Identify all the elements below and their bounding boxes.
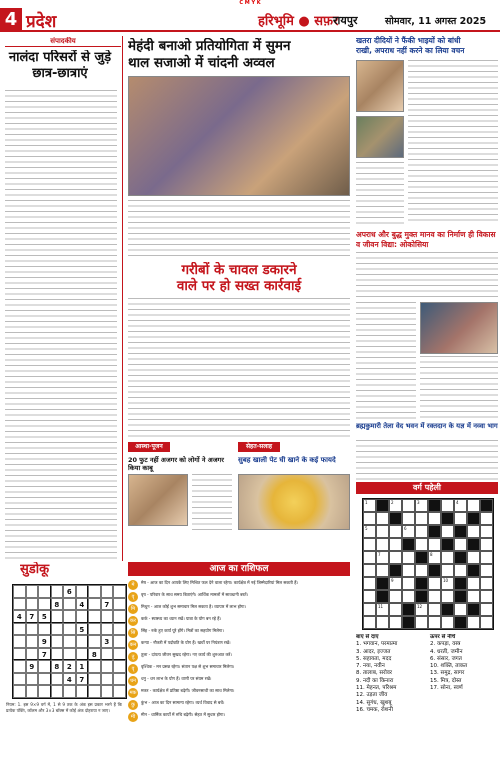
down-clue: 6. संसार, जगत <box>430 655 462 662</box>
rashi-text: धनु - धन लाभ के योग हैं। वाणी पर संयम रखें। <box>141 676 212 681</box>
sudoku-cell: 4 <box>13 610 26 623</box>
crossword-cell[interactable] <box>480 616 493 629</box>
crossword-cell[interactable] <box>363 616 376 629</box>
editorial-label: संपादकीय <box>5 37 121 47</box>
crossword-cell[interactable] <box>389 525 402 538</box>
crossword-cell[interactable] <box>467 525 480 538</box>
crossword-cell[interactable]: 11 <box>376 603 389 616</box>
crossword-cell[interactable] <box>454 616 467 629</box>
sudoku-cell <box>76 585 89 598</box>
sudoku-cell <box>76 635 89 648</box>
sudoku-cell: 8 <box>51 660 64 673</box>
across-clue: 14. सुगंध, खुशबू <box>356 699 392 706</box>
health-story-headline: सुबह खाली पेट घी खाने के कई फायदे <box>238 456 336 464</box>
crossword-cell[interactable]: 5 <box>363 525 376 538</box>
poor-headline-line2: वाले पर हो सख्त कार्रवाई <box>176 278 302 294</box>
zodiac-icon: तु <box>128 652 138 662</box>
crossword-cell[interactable]: 6 <box>402 525 415 538</box>
crossword-cell[interactable] <box>389 590 402 603</box>
rashi-text: तुला - दांपत्य जीवन सुखद रहेगा। नए कार्य की शुरुआत करें। <box>141 652 232 657</box>
sudoku-cell <box>113 610 126 623</box>
sudoku-cell <box>13 685 26 698</box>
zodiac-icon: कु <box>128 700 138 710</box>
crossword-cell[interactable] <box>363 538 376 551</box>
sudoku-cell: 5 <box>76 623 89 636</box>
zodiac-icon: मि <box>128 604 138 614</box>
across-clue: 3. आदर, इज्जत <box>356 648 391 655</box>
sudoku-cell <box>63 610 76 623</box>
poor-story-body <box>128 298 350 438</box>
crossword-cell[interactable] <box>402 512 415 525</box>
crossword-cell[interactable] <box>415 538 428 551</box>
sudoku-cell <box>38 598 51 611</box>
sudoku-cell: 8 <box>88 648 101 661</box>
crossword-cell[interactable] <box>415 551 428 564</box>
rashi-item <box>128 628 350 638</box>
crossword-cell[interactable] <box>480 564 493 577</box>
page-header <box>0 8 500 32</box>
crossword-cell[interactable] <box>415 564 428 577</box>
blood-story-headline: ब्रह्मकुमारी तेला वेद भवन में रक्तदान के यज्ञ में नव्वा भाग <box>356 422 498 430</box>
sudoku-cell <box>38 673 51 686</box>
sudoku-cell <box>101 585 114 598</box>
crossword-title: वर्ग पहेली <box>356 482 498 494</box>
sudoku-cell <box>88 673 101 686</box>
crossword-cell[interactable] <box>428 499 441 512</box>
crossword-cell[interactable] <box>480 512 493 525</box>
crossword-cell[interactable]: 8 <box>428 551 441 564</box>
down-title: ऊपर से नीचे <box>430 634 456 640</box>
crossword-cell[interactable] <box>428 538 441 551</box>
crossword-cell[interactable] <box>363 512 376 525</box>
crossword-cell[interactable] <box>402 603 415 616</box>
sudoku-cell <box>113 598 126 611</box>
crossword-cell[interactable] <box>441 564 454 577</box>
crossword-cell[interactable] <box>389 538 402 551</box>
sudoku-cell: 7 <box>101 598 114 611</box>
crime-story-body <box>356 252 498 300</box>
sudoku-rules: नियम: 1. इस 9×9 वर्ग में, 1 से 9 तक के अंक इस प्रकार भरने हैं कि प्रत्येक पंक्ति, कॉलम और 3×3 बॉक्स में कोई अंक दोहराया न जाए। <box>6 702 122 713</box>
rashi-text: कुंभ - आज का दिन सामान्य रहेगा। व्यर्थ विवाद से बचें। <box>141 700 225 705</box>
rashi-text: कर्क - स्वास्थ्य का ध्यान रखें। यात्रा के योग बन रहे हैं। <box>141 616 222 621</box>
crossword-cell[interactable] <box>454 525 467 538</box>
crossword-cell[interactable] <box>428 564 441 577</box>
crossword-cell[interactable] <box>402 616 415 629</box>
down-clue: 2. कपड़ा, वस्त्र <box>430 641 461 648</box>
zodiac-icon: मे <box>128 580 138 590</box>
sudoku-cell <box>51 610 64 623</box>
crossword-cell[interactable] <box>376 564 389 577</box>
crossword-cell[interactable] <box>441 590 454 603</box>
sudoku-cell <box>51 673 64 686</box>
across-clue: 9. नदी का किनारा <box>356 677 394 684</box>
sudoku-cell <box>113 648 126 661</box>
rashi-text: वृष - परिवार के साथ समय बिताएंगे। आर्थिक मामलों में सावधानी बरतें। <box>141 592 249 597</box>
across-title: बाएं से दाएं <box>356 634 379 640</box>
sudoku-cell <box>51 635 64 648</box>
sudoku-cell <box>88 598 101 611</box>
crossword-cell[interactable] <box>480 499 493 512</box>
crossword-cell[interactable] <box>428 512 441 525</box>
crossword-cell[interactable] <box>376 499 389 512</box>
across-clues <box>356 634 426 714</box>
main-story-body <box>128 200 350 256</box>
crossword-cell[interactable]: 10 <box>441 577 454 590</box>
blood-story-body <box>356 440 498 480</box>
crossword-cell[interactable] <box>480 590 493 603</box>
sudoku-cell <box>113 685 126 698</box>
sudoku-cell <box>13 635 26 648</box>
poor-headline-line1: गरीबों के चावल डकारने <box>181 262 297 278</box>
sudoku-cell <box>38 585 51 598</box>
sudoku-cell <box>88 685 101 698</box>
down-clue: 10. शक्ति, ताकत <box>430 663 468 670</box>
crossword-cell[interactable] <box>415 590 428 603</box>
sudoku-cell <box>13 623 26 636</box>
sudoku-cell: 7 <box>38 648 51 661</box>
crime-story-body-3 <box>420 356 498 422</box>
crossword-cell[interactable] <box>402 551 415 564</box>
sudoku-cell <box>101 685 114 698</box>
rashi-text: मकर - कार्यक्षेत्र में प्रतिष्ठा बढ़ेगी। जीवनसाथी का साथ मिलेगा। <box>141 688 235 693</box>
sudoku-cell: 1 <box>76 660 89 673</box>
sudoku-cell: 6 <box>63 585 76 598</box>
crossword-cell[interactable] <box>454 577 467 590</box>
sudoku-cell <box>63 648 76 661</box>
masthead-logo: हरिभूमि ● सफ़र <box>258 14 339 29</box>
across-clue: 12. उड़ता जीव <box>356 692 388 699</box>
sudoku-cell <box>76 685 89 698</box>
sudoku-cell <box>51 585 64 598</box>
crossword-cell[interactable] <box>415 512 428 525</box>
column-divider <box>122 36 123 561</box>
sudoku-cell: 7 <box>26 610 39 623</box>
crossword-cell[interactable] <box>415 525 428 538</box>
sudoku-cell <box>38 623 51 636</box>
crossword-cell[interactable] <box>428 577 441 590</box>
crossword-cell[interactable] <box>441 512 454 525</box>
crossword-cell[interactable]: 12 <box>415 603 428 616</box>
sudoku-cell <box>51 623 64 636</box>
sudoku-cell <box>76 648 89 661</box>
main-story-photo <box>128 76 350 196</box>
sudoku-cell <box>101 648 114 661</box>
main-headline-line2: थाल सजाओ में चांदनी अव्वल <box>128 55 275 71</box>
sudoku-cell: 3 <box>101 635 114 648</box>
crossword-cell[interactable]: 3 <box>415 499 428 512</box>
rashi-text: वृश्चिक - मन प्रसन्न रहेगा। संतान पक्ष से शुभ समाचार मिलेगा। <box>141 664 235 669</box>
across-clue: 8. तालाब, सरोवर <box>356 670 393 677</box>
sudoku-cell <box>38 660 51 673</box>
crossword-cell[interactable] <box>376 616 389 629</box>
sudoku-grid <box>12 584 127 699</box>
crossword-board <box>362 498 494 630</box>
crossword-grid <box>362 498 494 630</box>
crossword-cell[interactable] <box>376 577 389 590</box>
crossword-cell[interactable] <box>363 603 376 616</box>
crossword-cell[interactable]: 9 <box>389 577 402 590</box>
crossword-cell[interactable] <box>480 577 493 590</box>
crossword-cell[interactable] <box>441 603 454 616</box>
edition-city: रायपुर <box>333 14 358 27</box>
right-top-headline <box>356 36 498 56</box>
right-top-headline-line2: राखी, अपराध नहीं करने का लिया वचन <box>356 46 465 55</box>
crossword-cell[interactable] <box>389 512 402 525</box>
crime-story-photo <box>420 302 498 354</box>
zodiac-icon: वृ <box>128 664 138 674</box>
sudoku-cell <box>38 685 51 698</box>
crossword-cell[interactable] <box>402 564 415 577</box>
sudoku-cell: 4 <box>63 673 76 686</box>
rashi-item <box>128 640 350 650</box>
sudoku-cell <box>101 610 114 623</box>
right-top-body <box>408 60 498 225</box>
sudoku-cell <box>63 635 76 648</box>
editorial-body-text <box>5 90 117 560</box>
zodiac-icon: कन <box>129 642 137 648</box>
sudoku-cell: 7 <box>76 673 89 686</box>
crossword-cell[interactable] <box>402 590 415 603</box>
zodiac-icon: सि <box>128 628 138 638</box>
sudoku-cell: 2 <box>63 660 76 673</box>
sudoku-cell <box>113 673 126 686</box>
crossword-cell[interactable] <box>376 512 389 525</box>
crossword-cell[interactable] <box>467 551 480 564</box>
crossword-clues <box>356 634 498 714</box>
crossword-cell[interactable] <box>467 616 480 629</box>
rashi-item <box>128 664 350 674</box>
sudoku-cell <box>51 685 64 698</box>
down-clue: 15. मित्र, दोस्त <box>430 677 462 684</box>
rashi-item <box>128 616 350 626</box>
sudoku-cell <box>13 648 26 661</box>
jail-story-headline: 20 फुट नहीं अजगर को लोगों ने अजगर किया काबू <box>128 456 224 472</box>
rashifal-list <box>128 580 350 775</box>
crossword-cell[interactable] <box>454 590 467 603</box>
rashi-text: मीन - धार्मिक कार्यों में रुचि बढ़ेगी। सेहत में सुधार होगा। <box>141 712 226 717</box>
crossword-cell[interactable] <box>467 499 480 512</box>
crossword-cell[interactable]: 1 <box>363 499 376 512</box>
sudoku-cell <box>26 685 39 698</box>
sudoku-cell <box>101 673 114 686</box>
crossword-cell[interactable] <box>454 564 467 577</box>
crossword-cell[interactable] <box>467 603 480 616</box>
rashi-text: सिंह - रुके हुए कार्य पूरे होंगे। मित्रों का सहयोग मिलेगा। <box>141 628 224 633</box>
crossword-cell[interactable] <box>467 512 480 525</box>
sudoku-cell <box>76 610 89 623</box>
editorial-headline: नालंदा परिसरों से जुड़े छात्र-छात्राएं <box>8 50 112 81</box>
crossword-cell[interactable] <box>454 512 467 525</box>
sudoku-cell <box>63 598 76 611</box>
crossword-cell[interactable] <box>389 603 402 616</box>
rashi-item <box>128 580 350 590</box>
crossword-cell[interactable] <box>467 538 480 551</box>
crossword-cell[interactable] <box>454 538 467 551</box>
sudoku-cell <box>13 585 26 598</box>
section-title: प्रदेश <box>26 12 57 32</box>
crossword-cell[interactable] <box>415 577 428 590</box>
health-story-tag: सेहत-सलाह <box>238 442 280 452</box>
sudoku-cell <box>63 685 76 698</box>
crossword-cell[interactable]: 7 <box>376 551 389 564</box>
right-top-headline-line1: खतरा दीदियों ने फैंकी भाइयों को बांधी <box>356 36 461 45</box>
crossword-cell[interactable] <box>441 525 454 538</box>
sudoku-cell <box>26 598 39 611</box>
crossword-cell[interactable] <box>454 551 467 564</box>
crossword-cell[interactable] <box>363 564 376 577</box>
sudoku-cell <box>88 623 101 636</box>
crossword-cell[interactable] <box>441 551 454 564</box>
sudoku-cell <box>88 585 101 598</box>
rashi-text: मेष - आज का दिन आपके लिए मिश्रित फल देने वाला रहेगा। कार्यक्षेत्र में नई जिम्मेदारियां मिल सकती हैं। <box>141 580 299 585</box>
right-top-photo-2 <box>356 116 404 158</box>
rashi-item <box>128 592 350 602</box>
crossword-cell[interactable] <box>376 590 389 603</box>
jail-story-body <box>192 474 232 530</box>
crossword-cell[interactable] <box>441 499 454 512</box>
ghee-photo <box>238 474 350 530</box>
across-clue: 5. सहायता, मदद <box>356 655 392 662</box>
crossword-cell[interactable] <box>467 564 480 577</box>
sudoku-title: सुडोकू <box>20 562 50 577</box>
crossword-cell[interactable] <box>389 551 402 564</box>
across-clue: 7. नया, नवीन <box>356 663 385 670</box>
zodiac-icon: धन <box>128 676 138 686</box>
sudoku-cell <box>113 635 126 648</box>
across-clue: 16. चमक, रोशनी <box>356 706 393 713</box>
crossword-cell[interactable] <box>480 525 493 538</box>
sudoku-cell <box>113 585 126 598</box>
edition-date: सोमवार, 11 अगस्त 2025 <box>385 16 487 27</box>
sudoku-cell: 8 <box>51 598 64 611</box>
sudoku-cell <box>113 623 126 636</box>
rashifal-title: आज का राशिफल <box>128 562 350 576</box>
zodiac-icon: वृ <box>128 592 138 602</box>
down-clue: 17. सोना, स्वर्ण <box>430 685 463 692</box>
rashi-item <box>128 652 350 662</box>
jail-story-tag: आस्था-पूजन <box>128 442 170 452</box>
crossword-cell[interactable] <box>428 603 441 616</box>
across-clue: 11. मेहनत, परिश्रम <box>356 685 397 692</box>
sudoku-cell: 4 <box>76 598 89 611</box>
crossword-cell[interactable]: 4 <box>454 499 467 512</box>
sudoku-cell <box>101 623 114 636</box>
poor-story-headline <box>128 262 350 294</box>
crossword-cell[interactable] <box>480 603 493 616</box>
rashi-text: मिथुन - आज कोई शुभ समाचार मिल सकता है। व्यापार में लाभ होगा। <box>141 604 247 609</box>
crossword-cell[interactable] <box>467 577 480 590</box>
sudoku-cell <box>51 648 64 661</box>
down-clue: 13. समुद्र, सागर <box>430 670 465 677</box>
crossword-cell[interactable] <box>428 525 441 538</box>
crossword-cell[interactable]: 2 <box>389 499 402 512</box>
print-registration-marks: C M Y K <box>239 0 261 6</box>
crossword-cell[interactable] <box>480 538 493 551</box>
crossword-cell[interactable] <box>467 590 480 603</box>
crossword-cell[interactable] <box>480 551 493 564</box>
jail-story-photo <box>128 474 188 526</box>
crossword-cell[interactable] <box>376 525 389 538</box>
crime-story-body-2 <box>356 302 416 422</box>
sudoku-cell: 9 <box>26 660 39 673</box>
right-top-photo <box>356 60 404 112</box>
rashi-item <box>128 688 350 698</box>
right-top-body-2 <box>356 162 404 225</box>
crossword-cell[interactable] <box>415 616 428 629</box>
crossword-cell[interactable] <box>376 538 389 551</box>
zodiac-icon: कर <box>128 616 138 626</box>
across-clue: 1. भगवान, परमात्मा <box>356 641 398 648</box>
crossword-cell[interactable] <box>402 538 415 551</box>
rashi-item <box>128 712 350 722</box>
crossword-cell[interactable] <box>441 538 454 551</box>
crossword-cell[interactable] <box>428 616 441 629</box>
crossword-cell[interactable] <box>363 577 376 590</box>
crossword-cell[interactable] <box>389 616 402 629</box>
zodiac-icon: मी <box>128 712 138 722</box>
down-clue: 4. धरती, जमीन <box>430 648 463 655</box>
crossword-cell[interactable] <box>454 603 467 616</box>
zodiac-icon: मक <box>129 690 137 696</box>
crossword-cell[interactable] <box>441 616 454 629</box>
sudoku-board <box>12 584 127 699</box>
sudoku-cell <box>63 623 76 636</box>
sudoku-cell <box>113 660 126 673</box>
down-clues <box>430 634 498 714</box>
sudoku-cell <box>88 635 101 648</box>
sudoku-cell <box>26 585 39 598</box>
sudoku-cell <box>13 660 26 673</box>
crossword-cell[interactable] <box>363 590 376 603</box>
crossword-cell[interactable] <box>402 577 415 590</box>
main-story-headline <box>128 38 350 72</box>
sudoku-cell <box>88 660 101 673</box>
sudoku-cell <box>26 623 39 636</box>
rashi-text: कन्या - नौकरी में पदोन्नति के योग हैं। खर्चों पर नियंत्रण रखें। <box>141 640 231 645</box>
sudoku-cell: 5 <box>38 610 51 623</box>
rashi-item <box>128 676 350 686</box>
crossword-cell[interactable] <box>428 590 441 603</box>
crossword-cell[interactable] <box>389 564 402 577</box>
sudoku-cell <box>26 648 39 661</box>
sudoku-cell <box>88 610 101 623</box>
rashi-item <box>128 604 350 614</box>
main-headline-line1: मेहंदी बनाओ प्रतियोगिता में सुमन <box>128 38 291 54</box>
crossword-cell[interactable] <box>363 551 376 564</box>
rashi-item <box>128 700 350 710</box>
crime-story-headline: अपराध और बुद्ध मुक्त मानव का निर्माण ही विकास व जीवन विद्या: ओकोसिया <box>356 230 496 249</box>
sudoku-cell: 9 <box>38 635 51 648</box>
sudoku-cell <box>13 598 26 611</box>
sudoku-cell <box>13 673 26 686</box>
crossword-cell[interactable] <box>402 499 415 512</box>
page-number: 4 <box>0 8 22 32</box>
sudoku-cell <box>101 660 114 673</box>
sudoku-cell <box>26 673 39 686</box>
sudoku-cell <box>26 635 39 648</box>
